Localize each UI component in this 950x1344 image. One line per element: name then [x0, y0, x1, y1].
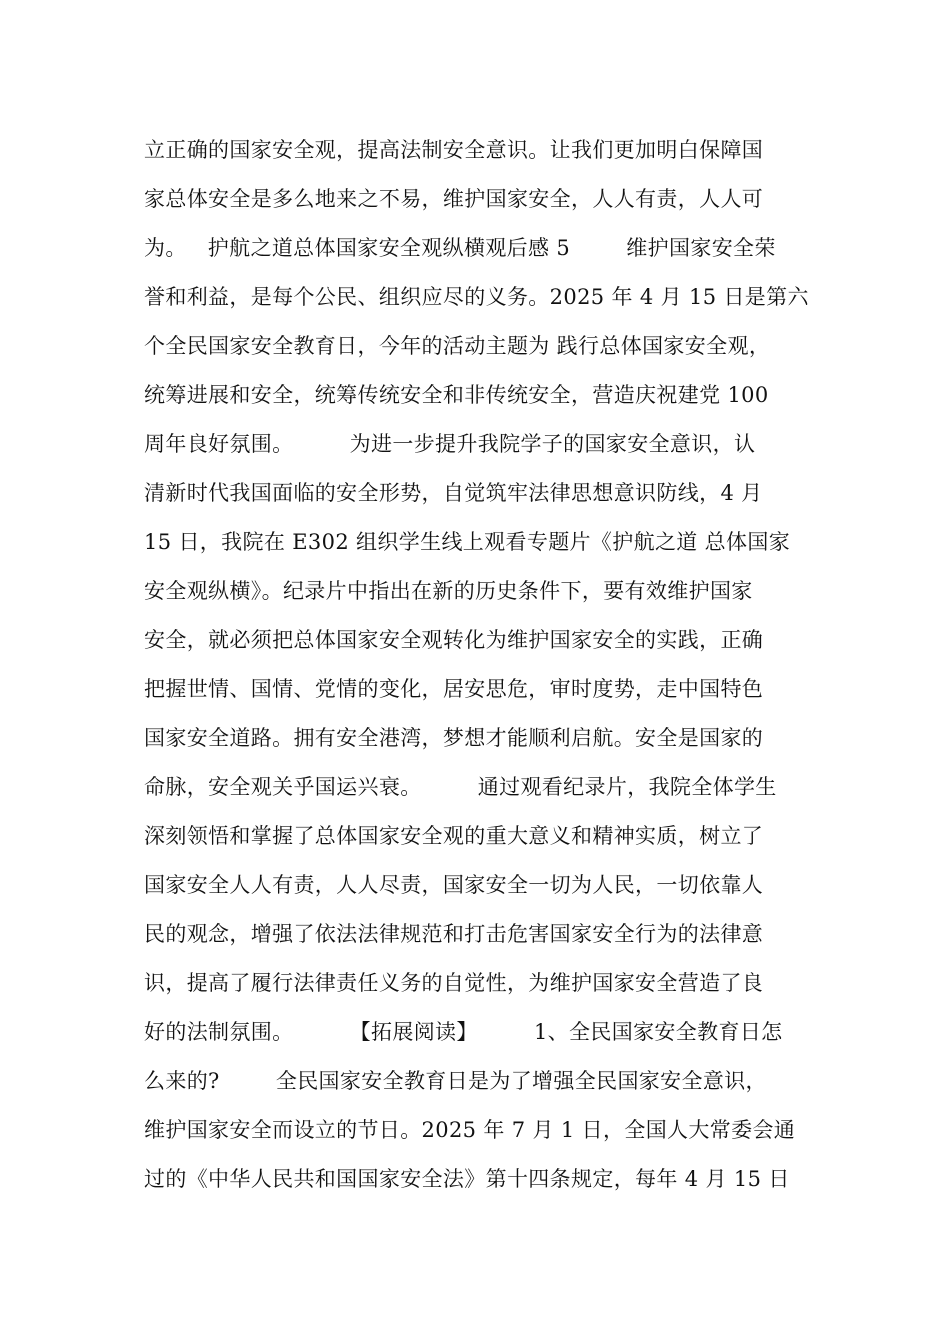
text-line: 过的《中华人民共和国国家安全法》第十四条规定，每年 4 月 15 日 — [144, 1167, 790, 1191]
text-line: 好的法制氛围。 【拓展阅读】 1、全民国家安全教育日怎 — [144, 1020, 783, 1044]
text-line: 家总体安全是多么地来之不易，维护国家安全，人人有责，人人可 — [144, 187, 764, 211]
text-line: 安全，就必须把总体国家安全观转化为维护国家安全的实践，正确 — [144, 628, 764, 652]
text-line: 15 日，我院在 E302 组织学生线上观看专题片《护航之道 总体国家 — [144, 530, 791, 554]
text-line: 国家安全道路。拥有安全港湾，梦想才能顺利启航。安全是国家的 — [144, 726, 764, 750]
text-line: 周年良好氛围。 为进一步提升我院学子的国家安全意识，认 — [144, 432, 756, 456]
text-line: 个全民国家安全教育日，今年的活动主题为 践行总体国家安全观， — [144, 334, 771, 358]
text-line: 清新时代我国面临的安全形势，自觉筑牢法律思想意识防线，4 月 — [144, 481, 763, 505]
body-text — [144, 126, 844, 1204]
text-line: 命脉，安全观关乎国运兴衰。 通过观看纪录片，我院全体学生 — [144, 775, 777, 799]
text-line: 国家安全人人有责，人人尽责，国家安全一切为人民，一切依靠人 — [144, 873, 764, 897]
text-line: 安全观纵横》。纪录片中指出在新的历史条件下，要有效维护国家 — [144, 579, 753, 603]
text-line: 誉和利益，是每个公民、组织应尽的义务。2025 年 4 月 15 日是第六 — [144, 285, 809, 309]
text-line: 深刻领悟和掌握了总体国家安全观的重大意义和精神实质，树立了 — [144, 824, 764, 848]
text-line: 民的观念，增强了依法法律规范和打击危害国家安全行为的法律意 — [144, 922, 764, 946]
text-line: 统筹进展和安全，统筹传统安全和非传统安全，营造庆祝建党 100 — [144, 383, 769, 407]
text-line: 识，提高了履行法律责任义务的自觉性，为维护国家安全营造了良 — [144, 971, 764, 995]
text-line: 维护国家安全而设立的节日。2025 年 7 月 1 日，全国人大常委会通 — [144, 1118, 796, 1142]
text-line: 么来的? 全民国家安全教育日是为了增强全民国家安全意识， — [144, 1069, 767, 1093]
text-line: 为。 护航之道总体国家安全观纵横观后感 5 维护国家安全荣 — [144, 236, 776, 260]
text-line: 立正确的国家安全观，提高法制安全意识。让我们更加明白保障国 — [144, 138, 764, 162]
text-line: 把握世情、国情、党情的变化，居安思危，审时度势，走中国特色 — [144, 677, 764, 701]
